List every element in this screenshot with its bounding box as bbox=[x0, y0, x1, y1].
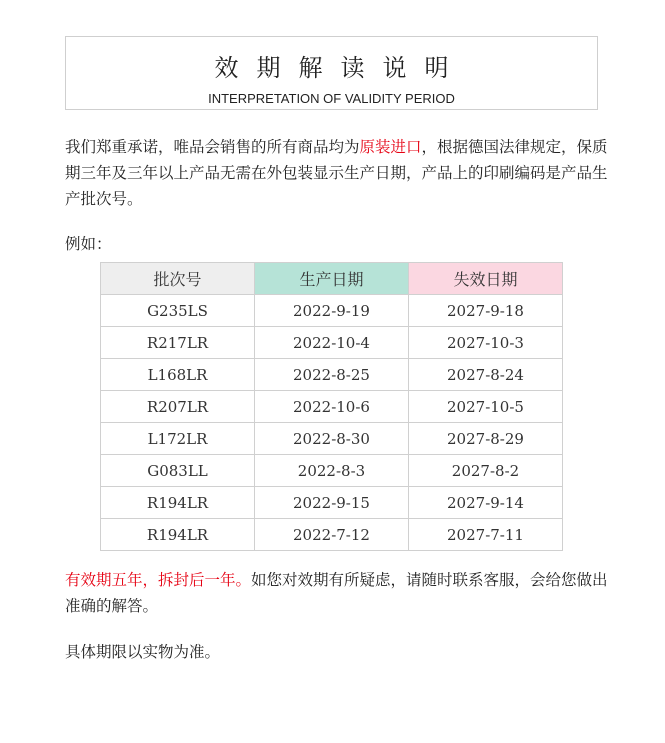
expiry-date-cell: 2027-10-5 bbox=[409, 391, 563, 423]
expiry-date-cell: 2027-8-24 bbox=[409, 359, 563, 391]
production-date-cell: 2022-7-12 bbox=[255, 519, 409, 551]
expiry-date-cell: 2027-8-29 bbox=[409, 423, 563, 455]
intro-text-start: 我们郑重承诺，唯品会销售的所有商品均为 bbox=[65, 138, 360, 156]
batch-number-cell: R194LR bbox=[101, 487, 255, 519]
header-expiry-date: 失效日期 bbox=[409, 263, 563, 295]
expiry-date-cell: 2027-9-14 bbox=[409, 487, 563, 519]
intro-text-end: ，根据德国法律规定，保质期三年及三年以上产品无需在外包装显示生产日期，产品上的印刷编码是产品生产批次号。 bbox=[65, 138, 608, 208]
table-row bbox=[101, 455, 563, 487]
batch-date-table bbox=[100, 262, 563, 551]
production-date-cell: 2022-10-4 bbox=[255, 327, 409, 359]
validity-note bbox=[65, 567, 610, 619]
batch-number-cell: G083LL bbox=[101, 455, 255, 487]
production-date-cell: 2022-8-25 bbox=[255, 359, 409, 391]
validity-note-text: 如您对效期有所疑虑，请随时联系客服，会给您做出准确的解答。 bbox=[65, 571, 608, 615]
table-row bbox=[101, 327, 563, 359]
expiry-date-cell: 2027-10-3 bbox=[409, 327, 563, 359]
table-row bbox=[101, 487, 563, 519]
batch-number-cell: R217LR bbox=[101, 327, 255, 359]
batch-number-cell: R207LR bbox=[101, 391, 255, 423]
title-box bbox=[65, 36, 598, 110]
production-date-cell: 2022-9-15 bbox=[255, 487, 409, 519]
table-row bbox=[101, 391, 563, 423]
page-subtitle: INTERPRETATION OF VALIDITY PERIOD bbox=[208, 91, 455, 106]
production-date-cell: 2022-10-6 bbox=[255, 391, 409, 423]
intro-highlight: 原装进口 bbox=[359, 138, 422, 156]
expiry-date-cell: 2027-8-2 bbox=[409, 455, 563, 487]
table-header-row bbox=[101, 263, 563, 295]
production-date-cell: 2022-8-3 bbox=[255, 455, 409, 487]
intro-paragraph bbox=[65, 134, 610, 212]
production-date-cell: 2022-9-19 bbox=[255, 295, 409, 327]
batch-number-cell: R194LR bbox=[101, 519, 255, 551]
table-row bbox=[101, 359, 563, 391]
header-batch-number: 批次号 bbox=[101, 263, 255, 295]
footer-note: 具体期限以实物为准。 bbox=[65, 643, 221, 661]
batch-number-cell: L172LR bbox=[101, 423, 255, 455]
expiry-date-cell: 2027-7-11 bbox=[409, 519, 563, 551]
table-row bbox=[101, 295, 563, 327]
batch-number-cell: L168LR bbox=[101, 359, 255, 391]
expiry-date-cell: 2027-9-18 bbox=[409, 295, 563, 327]
validity-highlight: 有效期五年，拆封后一年。 bbox=[65, 571, 252, 589]
table-row bbox=[101, 519, 563, 551]
production-date-cell: 2022-8-30 bbox=[255, 423, 409, 455]
table-row bbox=[101, 423, 563, 455]
page-title: 效期解读说明 bbox=[214, 54, 467, 82]
example-label: 例如： bbox=[65, 235, 112, 253]
header-production-date: 生产日期 bbox=[255, 263, 409, 295]
batch-number-cell: G235LS bbox=[101, 295, 255, 327]
